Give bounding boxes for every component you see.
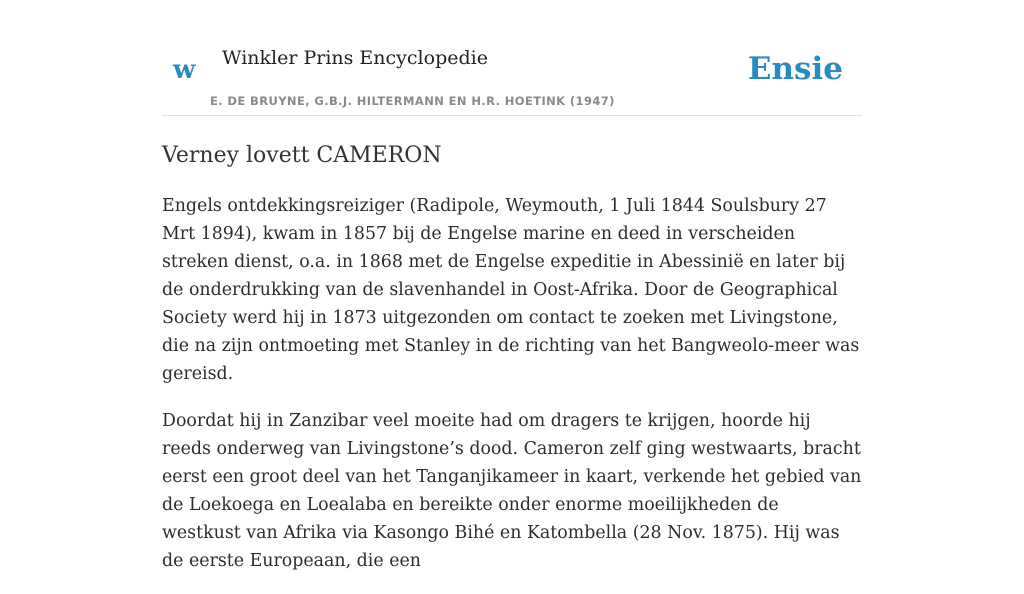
site-header — [162, 0, 862, 116]
article-paragraph: Doordat hij in Zanzibar veel moeite had om dragers te krijgen, hoorde hij reeds onderweg van Livingstone’s dood. Cameron zelf ging westwaarts, bracht eerst een groot deel van het Tanganjikameer in kaart, verkende het gebied van de Loekoega en Loealaba en bereikte onder enorme moeilijkheden de westkust van Afrika via Kasongo Bihé en Katombella (28 Nov. 1875). Hij was de eerste Europeaan, die een — [162, 411, 862, 571]
winkler-prins-logo[interactable]: w — [173, 55, 196, 85]
article-paragraph: Engels ontdekkingsreiziger (Radipole, Weymouth, 1 Juli 1844 Soulsbury 27 Mrt 1894), kwam in 1857 bij de Engelse marine en deed in verscheiden streken dienst, o.a. in 1868 met de Engelse expeditie in Abessinië en later bij de onderdrukking van de slavenhandel in Oost-Afrika. Door de Geographical Society werd hij in 1873 uitgezonden om contact te zoeken met Livingstone, die na zijn ontmoeting met Stanley in de richting van het Bangweolo-meer was gereisd. — [162, 196, 860, 384]
article-title: Verney lovett CAMERON — [162, 143, 442, 168]
article-body — [162, 192, 862, 575]
publication-authors: E. DE BRUYNE, G.B.J. HILTERMANN EN H.R. HOETINK (1947) — [210, 94, 615, 108]
publication-title[interactable]: Winkler Prins Encyclopedie — [222, 47, 488, 69]
content-column — [162, 0, 862, 594]
ensie-logo[interactable]: Ensie — [747, 51, 843, 87]
